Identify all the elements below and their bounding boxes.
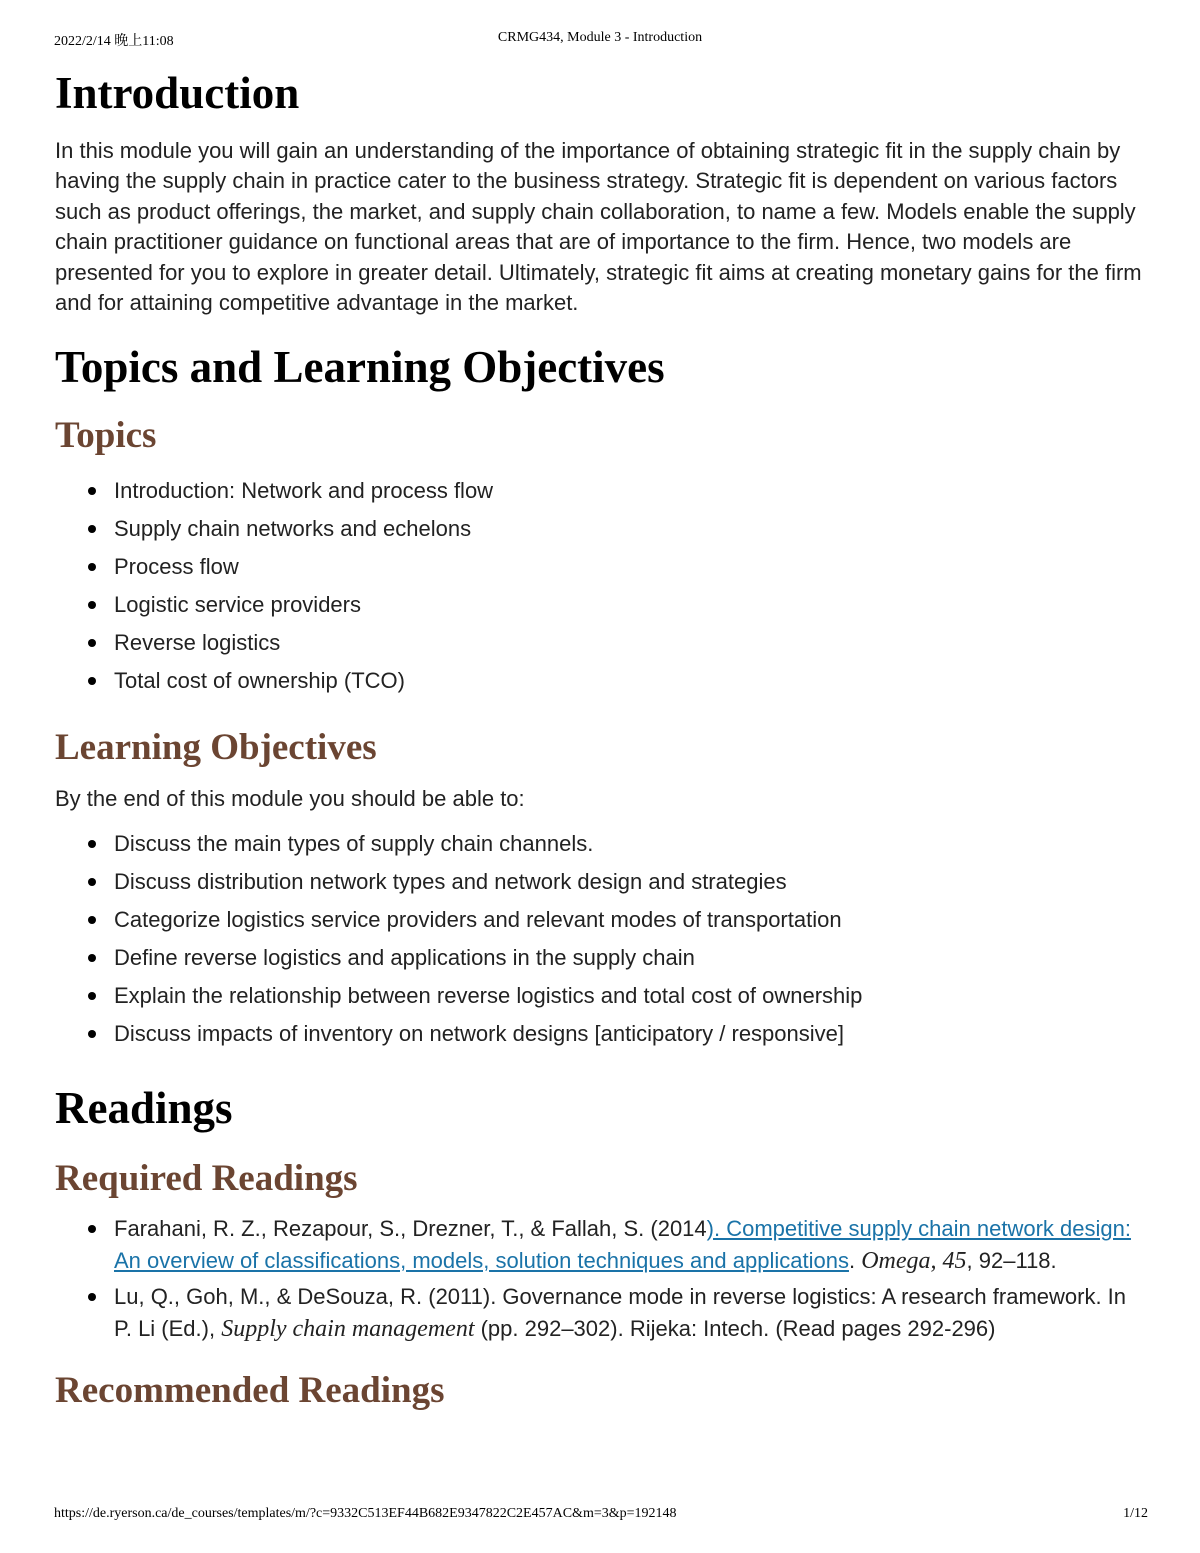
reading-authors: Lu, Q., Goh, M., & DeSouza, R. (2011). Governance mode in reverse logistics: A research framework. In P. Li (Ed.), xyxy=(114,1283,1127,1341)
list-item: Process flow xyxy=(114,548,1150,586)
topics-objectives-heading: Topics and Learning Objectives xyxy=(55,342,665,393)
objectives-intro: By the end of this module you should be able to: xyxy=(55,786,525,812)
reading-item: Lu, Q., Goh, M., & DeSouza, R. (2011). Governance mode in reverse logistics: A research framework. In P. Li (Ed.), Supply chain management (pp. 292–302). Rijeka: Intech. (Read pages 292-296) xyxy=(114,1281,1150,1345)
print-footer xyxy=(0,1506,1200,1526)
objectives-list xyxy=(55,825,1150,1053)
journal-name: Omega, 45 xyxy=(861,1247,967,1274)
readings-heading: Readings xyxy=(55,1082,233,1133)
topics-list xyxy=(55,472,1150,700)
required-readings-list xyxy=(55,1213,1150,1345)
reading-link[interactable]: ). Competitive supply chain network design: An overview of classifications, models, solution techniques and applications xyxy=(114,1215,1131,1273)
list-item: Define reverse logistics and applications in the supply chain xyxy=(114,939,1150,977)
introduction-heading: Introduction xyxy=(55,68,300,118)
learning-objectives-heading: Learning Objectives xyxy=(55,727,377,769)
page-content xyxy=(55,64,1150,1415)
print-date: 2022/2/14 晚上11:08 xyxy=(54,34,174,49)
book-title: Supply chain management xyxy=(221,1315,475,1342)
list-item: Categorize logistics service providers and relevant modes of transportation xyxy=(114,901,1150,939)
list-item: Explain the relationship between reverse logistics and total cost of ownership xyxy=(114,977,1150,1015)
page-number: 1/12 xyxy=(1123,1506,1148,1521)
list-item: Introduction: Network and process flow xyxy=(114,472,1150,510)
list-item: Discuss distribution network types and network design and strategies xyxy=(114,863,1150,901)
list-item: Logistic service providers xyxy=(114,586,1150,624)
print-url: https://de.ryerson.ca/de_courses/templates/m/?c=9332C513EF44B682E9347822C2E457AC&m=3&p=192148 xyxy=(54,1506,677,1521)
required-readings-heading: Required Readings xyxy=(55,1157,358,1199)
reading-authors: Farahani, R. Z., Rezapour, S., Drezner, T., & Fallah, S. (2014 xyxy=(114,1215,707,1241)
list-item: Supply chain networks and echelons xyxy=(114,510,1150,548)
list-item: Discuss impacts of inventory on network designs [anticipatory / responsive] xyxy=(114,1015,1150,1053)
reading-item: Farahani, R. Z., Rezapour, S., Drezner, T., & Fallah, S. (2014). Competitive supply chain network design: An overview of classifications, models, solution techniques and applications. Omega, 45, 92–118. xyxy=(114,1213,1150,1277)
list-item: Total cost of ownership (TCO) xyxy=(114,662,1150,700)
introduction-paragraph: In this module you will gain an understanding of the importance of obtaining strategic fit in the supply chain by having the supply chain in practice cater to the business strategy. Strategic fit is dependent on various factors such as product offerings, the market, and supply chain collaboration, to name a few. Models enable the supply chain practitioner guidance on functional areas that are of importance to the firm. Hence, two models are presented for you to explore in greater detail. Ultimately, strategic fit aims at creating monetary gains for the firm and for attaining competitive advantage in the market. xyxy=(55,138,1142,316)
list-item: Discuss the main types of supply chain channels. xyxy=(114,825,1150,863)
print-title: CRMG434, Module 3 - Introduction xyxy=(497,30,703,45)
topics-heading: Topics xyxy=(55,415,157,457)
recommended-readings-heading: Recommended Readings xyxy=(55,1369,445,1411)
list-item: Reverse logistics xyxy=(114,624,1150,662)
print-header xyxy=(0,30,1200,50)
